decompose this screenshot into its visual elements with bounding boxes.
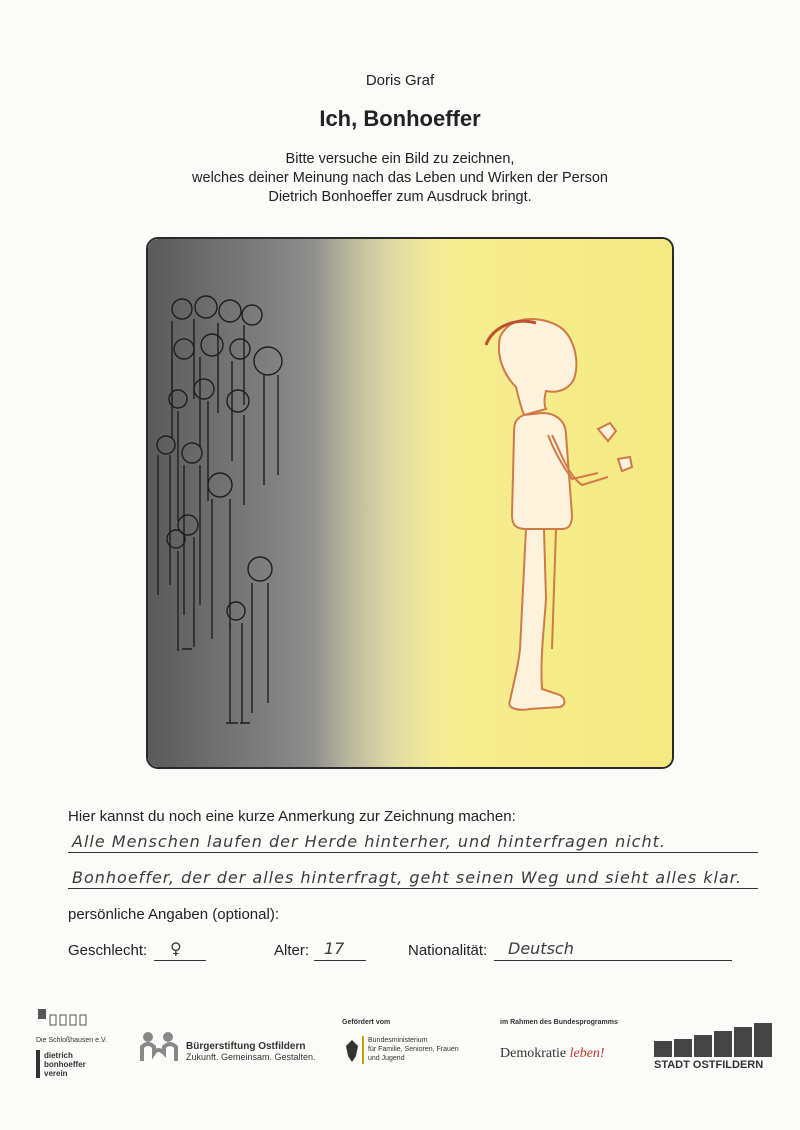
stadt-name: STADT OSTFILDERN xyxy=(654,1059,764,1071)
note-prompt: Hier kannst du noch eine kurze Anmerkung zur Zeichnung machen: xyxy=(68,808,516,825)
bso-tagline: Zukunft. Gemeinsam. Gestalten. xyxy=(186,1052,316,1062)
nationality-label: Nationalität: xyxy=(408,942,488,959)
dbv-logo xyxy=(36,1007,126,1078)
note-underline-1 xyxy=(68,852,758,853)
bmfsfj-logo xyxy=(342,1019,472,1064)
bmfsfj-head: Gefördert vom xyxy=(342,1019,391,1026)
age-label: Alter: xyxy=(274,942,310,959)
dbv-bar-icon xyxy=(36,1050,40,1078)
bso-name: Bürgerstiftung Ostfildern xyxy=(186,1041,306,1052)
nationality-field[interactable]: Deutsch xyxy=(508,939,574,958)
instructions xyxy=(0,150,800,207)
drawing-frame xyxy=(146,237,674,769)
sponsor-logos xyxy=(0,1005,800,1105)
note-line-2[interactable]: Bonhoeffer, der der alles hinterfragt, geht seinen Weg und sieht alles klar. xyxy=(72,868,742,887)
instruction-line: welches deiner Meinung nach das Leben und Wirken der Person xyxy=(192,170,608,186)
stadt-bars-icon xyxy=(654,1023,772,1057)
dbv-name: dietrich bonhoeffer verein xyxy=(44,1051,86,1078)
dbv-mark-icon xyxy=(36,1007,96,1033)
demokratie-head: im Rahmen des Bundesprogramms xyxy=(500,1019,618,1026)
note-line-1[interactable]: Alle Menschen laufen der Herde hinterher, und hinterfragen nicht. xyxy=(72,832,666,851)
gender-label: Geschlecht: xyxy=(68,942,148,959)
instruction-line: Dietrich Bonhoeffer zum Ausdruck bringt. xyxy=(268,189,532,205)
bso-people-icon xyxy=(140,1031,178,1061)
personal-heading: persönliche Angaben (optional): xyxy=(68,906,279,923)
page-title: Ich, Bonhoeffer xyxy=(319,106,481,131)
demokratie-logo xyxy=(500,1019,640,1062)
bmfsfj-line: für Familie, Senioren, Frauen xyxy=(368,1046,459,1053)
stadt-logo xyxy=(654,1023,774,1071)
demokratie-text: Demokratie xyxy=(500,1046,567,1061)
author-name: Doris Graf xyxy=(365,72,435,89)
demokratie-leben: leben! xyxy=(569,1046,605,1061)
gender-field[interactable]: ♀ xyxy=(170,939,182,958)
note-underline-2 xyxy=(68,888,758,889)
drawing-illustration xyxy=(148,239,672,767)
bmfsfj-line: Bundesministerium xyxy=(368,1037,428,1044)
age-field[interactable]: 17 xyxy=(324,939,345,958)
eagle-icon xyxy=(342,1036,362,1064)
bmfsfj-line: und Jugend xyxy=(368,1055,405,1062)
dbv-top-text: Die Schloßhausen e.V. xyxy=(36,1037,107,1044)
instruction-line: Bitte versuche ein Bild zu zeichnen, xyxy=(285,151,515,167)
